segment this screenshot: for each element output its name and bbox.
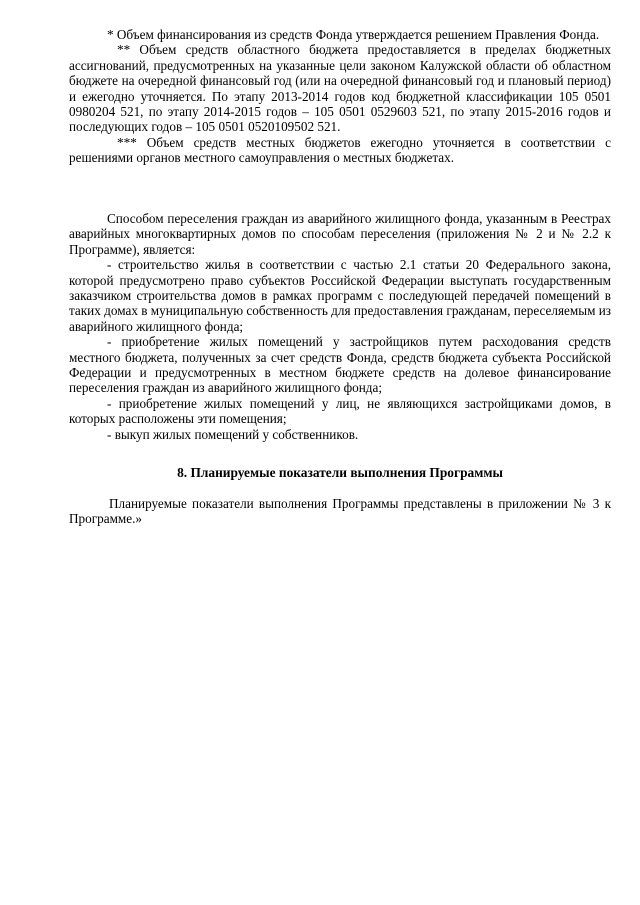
resettlement-item: - выкуп жилых помещений у собственников. bbox=[107, 426, 359, 442]
resettlement-item: - приобретение жилых помещений у застройщиков путем расходования средств местного бюджета, полученных за счет средств Фонда, средств бюджета субъекта Российской Федерации и предусмотренных в местном бюджете средств на долевое финансирование переселения граждан из аварийного жилищного фонда; bbox=[69, 334, 611, 396]
resettlement-intro: Способом переселения граждан из аварийного жилищного фонда, указанным в Реестрах аварийных многоквартирных домов по способам переселения (приложения № 2 и № 2.2 к Программе), является: bbox=[69, 211, 611, 257]
footnotes bbox=[69, 27, 611, 166]
footnote-regional-budget: ** Объем средств областного бюджета предоставляется в пределах бюджетных ассигнований, предусмотренных на указанные цели законом Калужской области об областном бюджете на очередной финансовый год (или на очередной финансовый год и плановый период) и ежегодно уточняется. По этапу 2013-2014 годов код бюджетной классификации 105 0501 0980204 521, по этапу 2014-2015 годов – 105 0501 0529603 521, по этапу 2015-2016 годов и последующих годов – 105 0501 0520109502 521. bbox=[69, 42, 611, 135]
resettlement-item: - приобретение жилых помещений у лиц, не являющихся застройщиками домов, в которых расположены эти помещения; bbox=[69, 395, 611, 427]
section-heading: 8. Планируемые показатели выполнения Программы bbox=[177, 465, 503, 480]
footnote-local-budgets: *** Объем средств местных бюджетов ежегодно уточняется в соответствии с решениями органов местного самоуправления о местных бюджетах. bbox=[69, 134, 611, 166]
footnote-fund: * Объем финансирования из средств Фонда утверждается решением Правления Фонда. bbox=[107, 27, 600, 42]
resettlement-item: - строительство жилья в соответствии с частью 2.1 статьи 20 Федерального закона, которой предусмотрено право субъектов Российской Федерации выступать государственным заказчиком строительства домов в рамках программ с последующей передачей помещений в таких домах в муниципальную собственность для предоставления гражданам, переселяемым из аварийного жилищного фонда; bbox=[69, 257, 611, 334]
resettlement-section bbox=[69, 211, 611, 442]
section8-text: Планируемые показатели выполнения Программы представлены в приложении № 3 к Программе.» bbox=[69, 496, 611, 527]
section8-body bbox=[69, 496, 611, 527]
